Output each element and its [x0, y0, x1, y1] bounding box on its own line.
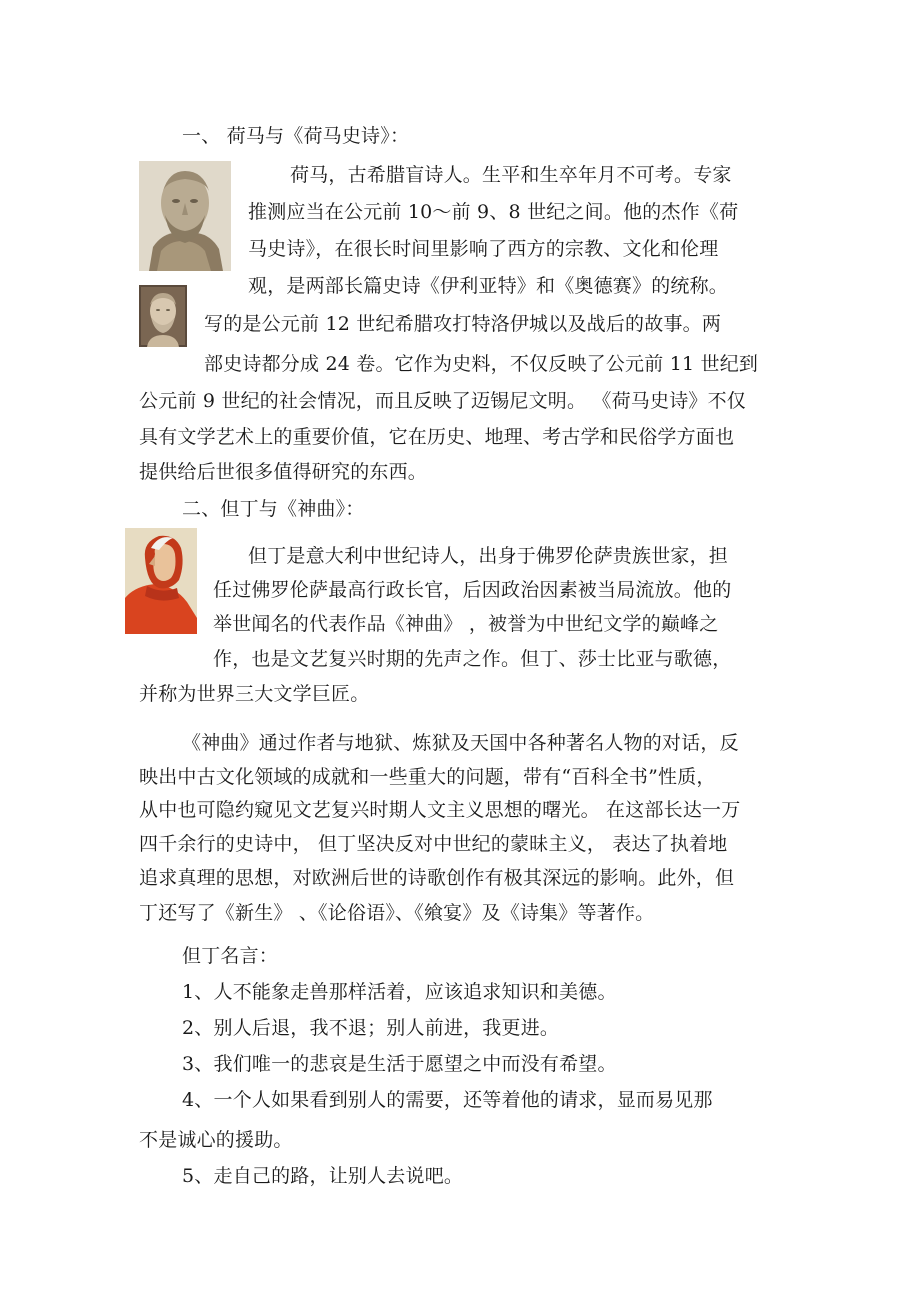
dante-quote-item: 1、人不能象走兽那样活着，应该追求知识和美德。: [182, 981, 617, 1003]
dante-paragraph-line: 举世闻名的代表作品《神曲》 ，被誉为中世纪文学的巅峰之: [213, 613, 719, 635]
homer-paragraph-line: 公元前 9 世纪的社会情况，而且反映了迈锡尼文明。 《荷马史诗》不仅: [139, 390, 747, 412]
divine-comedy-paragraph-line: 映出中古文化领域的成就和一些重大的问题，带有“百科全书”性质，: [139, 766, 716, 788]
dante-quote-item: 4、一个人如果看到别人的需要，还等着他的请求，显而易见那: [182, 1089, 713, 1111]
dante-quote-item: 5、走自己的路，让别人去说吧。: [182, 1165, 464, 1187]
homer-paragraph-line: 观，是两部长篇史诗《伊利亚特》和《奥德赛》的统称。: [248, 275, 729, 297]
homer-bust-image: [139, 161, 231, 271]
dante-quote-item: 2、别人后退，我不退；别人前进，我更进。: [182, 1017, 560, 1039]
divine-comedy-paragraph-line: 追求真理的思想，对欧洲后世的诗歌创作有极其深远的影响。此外，但: [139, 867, 735, 889]
homer-paragraph-line: 推测应当在公元前 10～前 9、8 世纪之间。他的杰作《荷: [248, 201, 739, 223]
section-heading-homer: 一、 荷马与《荷马史诗》：: [182, 125, 410, 147]
dante-paragraph-line: 但丁是意大利中世纪诗人，出身于佛罗伦萨贵族世家，担: [248, 545, 729, 567]
divine-comedy-paragraph-line: 《神曲》通过作者与地狱、炼狱及天国中各种著名人物的对话，反: [182, 732, 739, 754]
homer-paragraph-line: 写的是公元前 12 世纪希腊攻打特洛伊城以及战后的故事。两: [204, 313, 722, 335]
homer-paragraph-line: 荷马，古希腊盲诗人。生平和生卒年月不可考。专家: [290, 164, 732, 186]
divine-comedy-paragraph-line: 四千余行的史诗中， 但丁坚决反对中世纪的蒙昧主义， 表达了执着地: [139, 833, 728, 855]
dante-paragraph-line: 任过佛罗伦萨最高行政长官，后因政治因素被当局流放。他的: [213, 579, 732, 601]
dante-quote-item: 3、我们唯一的悲哀是生活于愿望之中而没有希望。: [182, 1053, 617, 1075]
dante-paragraph-line: 并称为世界三大文学巨匠。: [139, 683, 370, 705]
homer-bust-small-image: [139, 285, 187, 347]
divine-comedy-paragraph-line: 从中也可隐约窥见文艺复兴时期人文主义思想的曙光。 在这部长达一万: [139, 799, 741, 821]
dante-quote-item-continued: 不是诚心的援助。: [139, 1129, 293, 1151]
homer-paragraph-line: 提供给后世很多值得研究的东西。: [139, 461, 428, 483]
dante-portrait-image: [125, 528, 197, 634]
divine-comedy-paragraph-line: 丁还写了《新生》 、《论俗语》、《飨宴》及《诗集》等著作。: [139, 902, 655, 924]
homer-paragraph-line: 部史诗都分成 24 卷。它作为史料，不仅反映了公元前 11 世纪到: [204, 353, 759, 375]
homer-paragraph-line: 具有文学艺术上的重要价值，它在历史、地理、考古学和民俗学方面也: [139, 426, 735, 448]
dante-quotes-heading: 但丁名言：: [182, 945, 279, 967]
dante-paragraph-line: 作，也是文艺复兴时期的先声之作。但丁、莎士比亚与歌德，: [213, 648, 732, 670]
section-heading-dante: 二、但丁与《神曲》：: [182, 498, 365, 520]
homer-paragraph-line: 马史诗》，在很长时间里影响了西方的宗教、文化和伦理: [248, 238, 719, 260]
